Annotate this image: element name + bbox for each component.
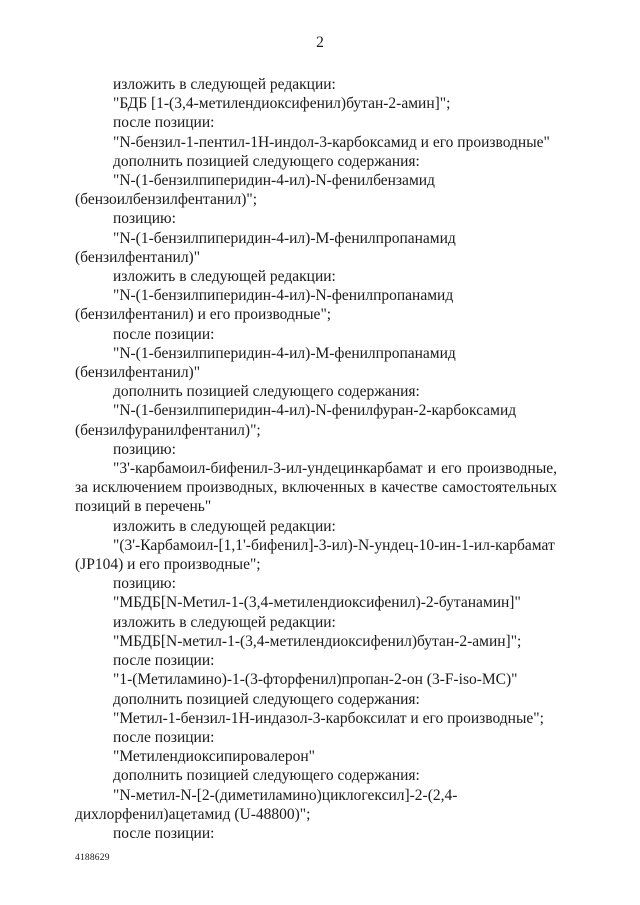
paragraph: дополнить позицией следующего содержания: [113,690,420,708]
document-body [75,75,557,843]
paragraph: "N-метил-N-[2-(диметиламино)циклогексил]-2-(2,4-дихлорфенил)ацетамид (U-48800)"; [75,786,458,823]
paragraph: "Метил-1-бензил-1Н-индазол-3-карбоксилат и его производные"; [113,709,544,727]
paragraph: "1-(Метиламино)-1-(3-фторфенил)пропан-2-он (3-F-iso-MC)" [113,671,518,689]
page-number: 2 [316,34,324,51]
paragraph: дополнить позицией следующего содержания: [113,152,420,170]
paragraph: "N-(1-бензилпиперидин-4-ил)-М-фенилпропанамид (бензилфентанил)" [75,344,456,382]
paragraph: изложить в следующей редакции: [113,613,336,631]
paragraph: "N-(1-бензилпиперидин-4-ил)-N-фенилбензамид (бензоилбензилфентанил)"; [75,172,435,209]
paragraph: после позиции: [113,728,215,746]
paragraph: после позиции: [113,652,215,670]
paragraph: позицию: [113,210,176,228]
paragraph: дополнить позицией следующего содержания: [113,383,420,401]
paragraph: "(3'-Карбамоил-[1,1'-бифенил]-3-ил)-N-ундец-10-ин-1-ил-карбамат (JP104) и его производные"; [75,536,555,574]
paragraph: дополнить позицией следующего содержания: [113,767,420,785]
paragraph: "3'-карбамоил-бифенил-3-ил-ундецинкарбамат и его производные, за исключением производных, включенных в качестве самостоятельных позиций в перечень" [75,460,557,516]
paragraph: "МБДБ[N-Метил-1-(3,4-метилендиоксифенил)-2-бутанамин]" [113,594,521,612]
paragraph: "БДБ [1-(3,4-метилендиоксифенил)бутан-2-амин]"; [113,95,451,113]
paragraph: позицию: [113,575,176,593]
paragraph: после позиции: [113,824,215,842]
paragraph: "N-(1-бензилпиперидин-4-ил)-N-фенилфуран-2-карбоксамид (бензилфуранилфентанил)"; [75,402,517,439]
document-code: 4188629 [75,853,110,863]
paragraph: "N-(1-бензилпиперидин-4-ил)-N-фенилпропанамид (бензилфентанил) и его производные"; [75,287,454,324]
paragraph: после позиции: [113,114,215,132]
paragraph: после позиции: [113,325,215,343]
paragraph: "N-(1-бензилпиперидин-4-ил)-М-фенилпропанамид (бензилфентанил)" [75,229,456,266]
paragraph: "МБДБ[N-метил-1-(3,4-метилендиоксифенил)бутан-2-амин]"; [113,632,522,650]
paragraph: изложить в следующей редакции: [113,76,336,93]
paragraph: изложить в следующей редакции: [113,517,336,535]
paragraph: "N-бензил-1-пентил-1Н-индол-3-карбоксамид и его производные" [113,133,550,151]
paragraph: позицию: [113,440,176,458]
paragraph: изложить в следующей редакции: [113,268,336,286]
paragraph: "Метилендиоксипировалерон" [113,748,315,766]
